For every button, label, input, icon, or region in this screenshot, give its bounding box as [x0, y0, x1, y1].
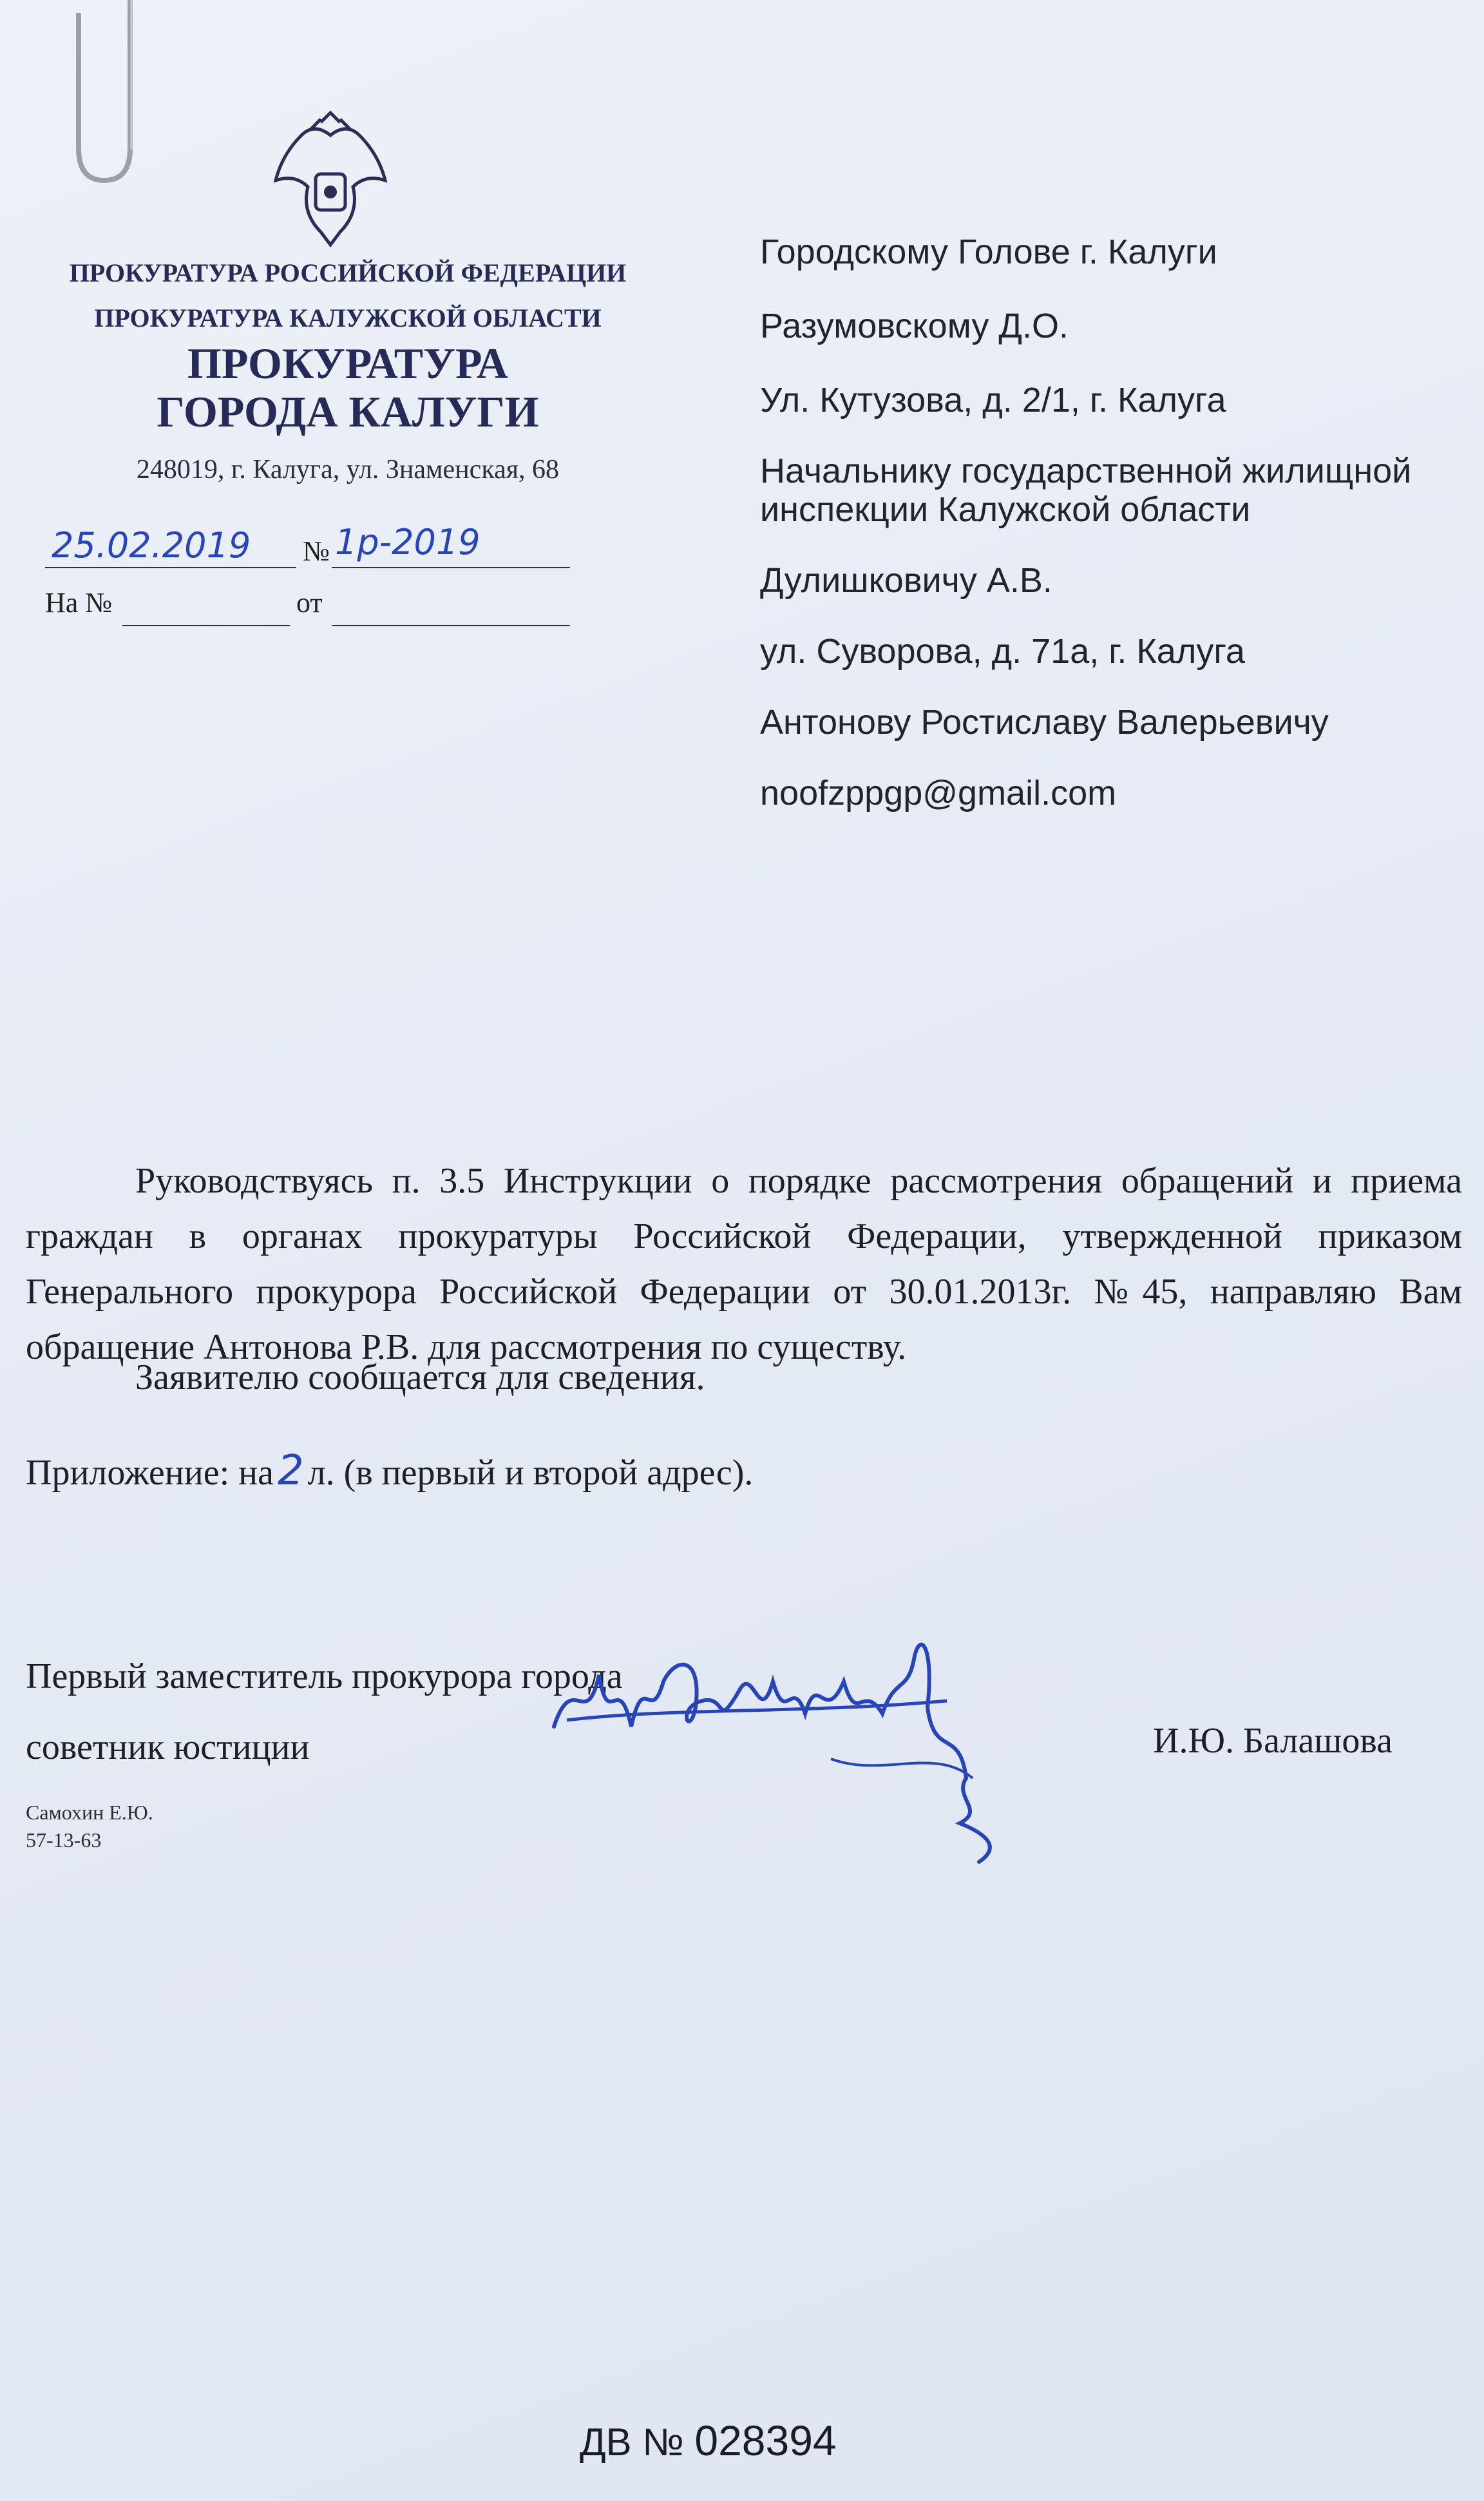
- reference-on-row: [45, 580, 573, 631]
- attachment-count: 2: [277, 1447, 304, 1495]
- signatory-position-2: советник юстиции: [26, 1727, 310, 1767]
- org-title-line1: ПРОКУРАТУРА: [187, 339, 508, 388]
- number-handwritten: 1р-2019: [335, 522, 480, 562]
- from-label: от: [296, 587, 323, 618]
- date-handwritten: 25.02.2019: [52, 525, 251, 566]
- recipient-2-line-2: инспекции Калужской области: [760, 490, 1251, 529]
- recipient-2-line-4: ул. Суворова, д. 71а, г. Калуга: [760, 632, 1245, 671]
- paperclip-image: [59, 0, 156, 193]
- body-paragraph-1: Руководствуясь п. 3.5 Инструкции о порядке рассмотрения обращений и приема граждан в органах прокуратуры Российской Федерации, утвержденной приказом Генерального прокурора Российской Федерации от 30.01.2013г. №45, направляю Вам обращение Антонова Р.В. для рассмотрения по существу.: [26, 1161, 1462, 1367]
- attachment-line: [26, 1443, 1462, 1500]
- attachment-suffix: л. (в первый и второй адрес).: [307, 1453, 754, 1493]
- form-number-label: ДВ №: [580, 2420, 684, 2464]
- recipient-1-line-2: Разумовскому Д.О.: [760, 307, 1069, 345]
- executor-name: Самохин Е.Ю.: [26, 1801, 153, 1824]
- form-number-value: 028394: [694, 2417, 837, 2464]
- reference-number-row: [45, 522, 573, 573]
- recipient-1-line-1: Городскому Голове г. Калуги: [760, 233, 1217, 271]
- recipient-3-email: noofzppgp@gmail.com: [760, 774, 1117, 812]
- signatory-name: И.Ю. Балашова: [1153, 1721, 1393, 1761]
- form-number: [580, 2416, 837, 2465]
- body-paragraph-2: Заявителю сообщается для сведения.: [135, 1357, 705, 1397]
- handwritten-signature-image: [547, 1630, 1037, 1875]
- org-address: 248019, г. Калуга, ул. Знаменская, 68: [136, 455, 560, 484]
- on-number-label: На №: [45, 587, 113, 618]
- recipient-1-line-3: Ул. Кутузова, д. 2/1, г. Калуга: [760, 381, 1226, 419]
- coat-of-arms-icon: [256, 110, 404, 258]
- recipient-3-line-1: Антонову Ростиславу Валерьевичу: [760, 703, 1329, 742]
- org-line-regional: ПРОКУРАТУРА КАЛУЖСКОЙ ОБЛАСТИ: [94, 303, 602, 332]
- recipient-2-line-3: Дулишковичу А.В.: [760, 561, 1052, 600]
- signatory-position-1: Первый заместитель прокурора города: [26, 1656, 623, 1696]
- number-label: №: [303, 535, 330, 567]
- recipient-2-line-1: Начальнику государственной жилищной: [760, 452, 1412, 490]
- executor-phone: 57-13-63: [26, 1828, 102, 1852]
- org-line-federal: ПРОКУРАТУРА РОССИЙСКОЙ ФЕДЕРАЦИИ: [69, 258, 627, 287]
- attachment-prefix: Приложение: на: [26, 1453, 274, 1493]
- org-title-line2: ГОРОДА КАЛУГИ: [157, 387, 539, 436]
